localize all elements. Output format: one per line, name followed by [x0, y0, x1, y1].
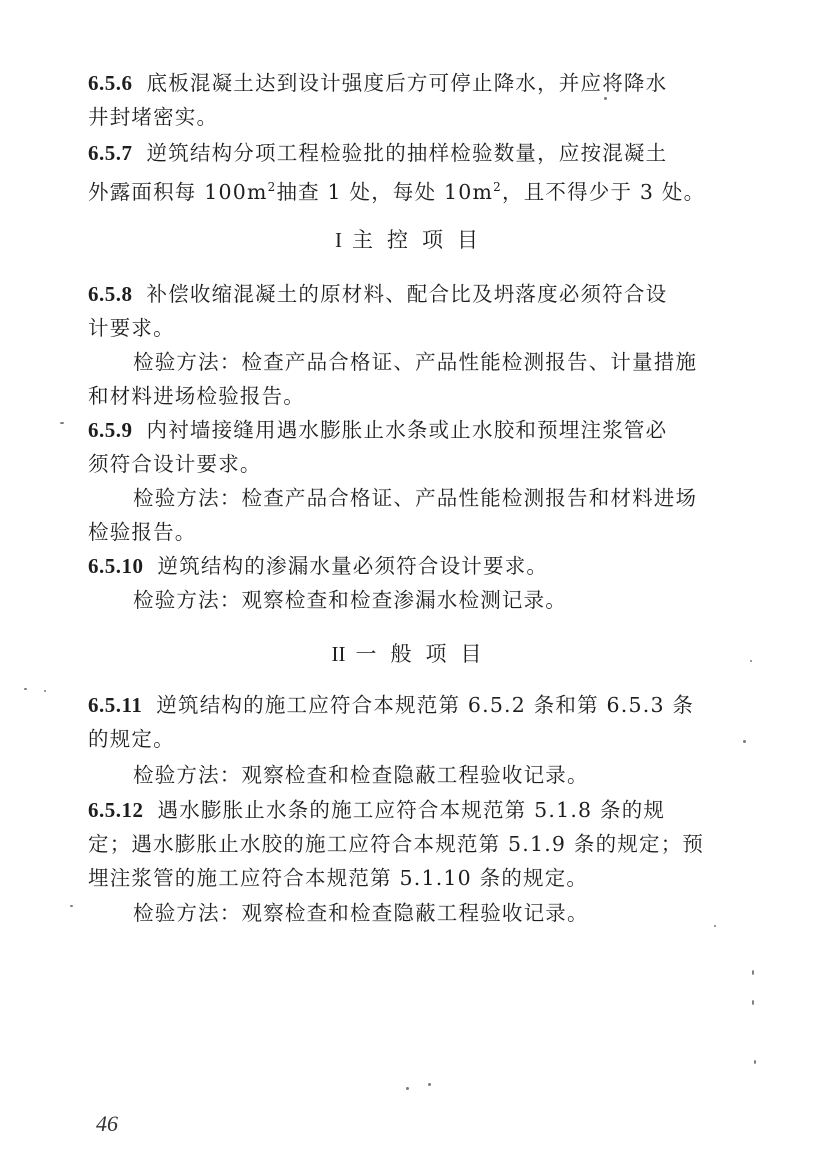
scan-speck	[70, 905, 73, 907]
clause-number: 6.5.12	[88, 798, 144, 822]
clause-text-continued: 计要求。	[88, 316, 175, 340]
method-text-continued: 检验报告。	[88, 520, 197, 544]
scan-speck	[44, 690, 46, 692]
scan-speck	[743, 740, 746, 743]
scan-speck	[60, 422, 64, 424]
clause-text: 补偿收缩混凝土的原材料、配合比及坍落度必须符合设	[146, 282, 668, 306]
section-heading-main-control	[0, 224, 827, 254]
scan-speck	[754, 1060, 756, 1064]
clause-number: 6.5.7	[88, 141, 133, 165]
clause-text-continued: 抽查 1 处，每处 10m	[276, 180, 494, 204]
scan-speck	[604, 97, 607, 100]
clause-text-continued: 埋注浆管的施工应符合本规范第 5.1.10 条的规定。	[88, 866, 589, 890]
section-roman-numeral: I	[335, 228, 342, 252]
clause-text-continued: ，且不得少于 3 处。	[502, 180, 706, 204]
clause-number: 6.5.11	[88, 693, 143, 717]
scan-speck	[752, 1000, 754, 1005]
inspection-method-6-5-11	[88, 758, 756, 792]
scan-speck	[428, 1083, 431, 1086]
clause-6-5-7	[88, 136, 756, 209]
inspection-method-6-5-10	[88, 583, 756, 617]
method-text: 检验方法：观察检查和检查渗漏水检测记录。	[133, 588, 567, 612]
superscript: 2	[493, 180, 502, 194]
clause-text-continued: 须符合设计要求。	[88, 452, 262, 476]
clause-text: 逆筑结构的施工应符合本规范第 6.5.2 条和第 6.5.3 条	[156, 693, 695, 717]
clause-6-5-9	[88, 413, 756, 481]
method-text-continued: 和材料进场检验报告。	[88, 384, 305, 408]
clause-number: 6.5.10	[88, 554, 144, 578]
page-number: 46	[96, 1111, 118, 1136]
scan-speck	[714, 925, 716, 927]
section-roman-numeral: II	[331, 642, 346, 666]
method-text: 检验方法：检查产品合格证、产品性能检测报告和材料进场	[133, 486, 698, 510]
scan-speck	[750, 660, 752, 662]
clause-text: 底板混凝土达到设计强度后方可停止降水，并应将降水	[146, 71, 668, 95]
method-text: 检验方法：检查产品合格证、产品性能检测报告、计量措施	[133, 350, 698, 374]
clause-6-5-6	[88, 66, 756, 134]
superscript: 2	[267, 180, 277, 194]
clause-text-continued: 井封堵密实。	[88, 105, 219, 129]
clause-text: 内衬墙接缝用遇水膨胀止水条或止水胶和预埋注浆管必	[146, 418, 668, 442]
scan-speck	[406, 1087, 409, 1090]
clause-text: 逆筑结构分项工程检验批的抽样检验数量，应按混凝土	[146, 141, 668, 165]
clause-text-continued: 的规定。	[88, 727, 175, 751]
clause-text: 逆筑结构的渗漏水量必须符合设计要求。	[157, 554, 549, 578]
method-text: 检验方法：观察检查和检查隐蔽工程验收记录。	[133, 901, 589, 925]
clause-number: 6.5.9	[88, 418, 133, 442]
inspection-method-6-5-9	[88, 481, 756, 549]
clause-number: 6.5.6	[88, 71, 133, 95]
clause-number: 6.5.8	[88, 282, 133, 306]
scan-speck	[24, 688, 27, 690]
clause-text-continued: 定；遇水膨胀止水胶的施工应符合本规范第 5.1.9 条的规定；预	[88, 832, 705, 856]
clause-text: 遇水膨胀止水条的施工应符合本规范第 5.1.8 条的规	[157, 798, 666, 822]
inspection-method-6-5-12	[88, 896, 756, 930]
clause-text-continued: 外露面积每 100m	[88, 180, 268, 204]
section-title: 主控项目	[352, 228, 492, 252]
section-heading-general	[0, 638, 827, 668]
clause-6-5-12	[88, 793, 756, 895]
clause-6-5-11	[88, 688, 756, 756]
inspection-method-6-5-8	[88, 345, 756, 413]
method-text: 检验方法：观察检查和检查隐蔽工程验收记录。	[133, 763, 589, 787]
scan-speck	[752, 970, 754, 975]
clause-6-5-8	[88, 277, 756, 345]
clause-6-5-10	[88, 549, 756, 583]
section-title: 一般项目	[355, 642, 496, 666]
